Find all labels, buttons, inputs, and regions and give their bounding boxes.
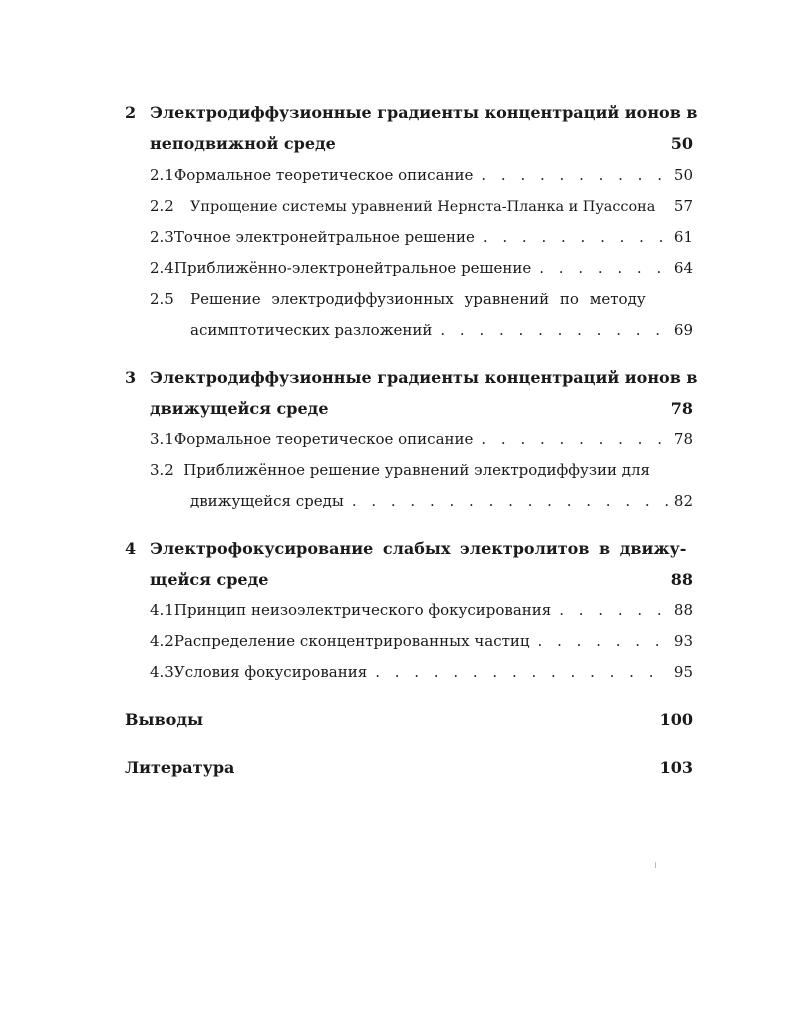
chapter-2-heading [125, 103, 698, 122]
chapter-number: 2 [125, 103, 137, 122]
section-number: 4.2 [150, 632, 174, 650]
chapter-title-cont: движущейся среде [150, 399, 329, 418]
section-title: Формальное теоретическое описание [173, 430, 474, 448]
chapter-number: 3 [125, 368, 137, 387]
toc-entry [150, 663, 693, 681]
chapter-2-heading-cont [150, 134, 693, 153]
section-page: 50 [673, 166, 693, 184]
section-number: 2.5 [150, 290, 174, 308]
section-page: 78 [673, 430, 693, 448]
chapter-4-heading [125, 539, 687, 558]
section-title: Формальное теоретическое описание [173, 166, 474, 184]
chapter-4-heading-cont [150, 570, 693, 589]
section-title: Точное электронейтральное решение [173, 228, 475, 246]
section-page: 57 [673, 197, 693, 215]
chapter-title: Электродиффузионные градиенты концентраций ионов в [150, 103, 698, 122]
chapter-title-cont: неподвижной среде [150, 134, 336, 153]
dot-leader [538, 632, 668, 650]
section-page: 61 [673, 228, 693, 246]
conclusions-page: 100 [659, 710, 693, 729]
dot-leader [559, 601, 668, 619]
section-number: 4.3 [150, 663, 174, 681]
toc-entry [150, 430, 693, 448]
section-title-cont: движущейся среды [190, 492, 344, 510]
chapter-number: 4 [125, 539, 137, 558]
section-number: 3.1 [150, 430, 174, 448]
toc-entry [150, 632, 693, 650]
section-title: Приближённо-электронейтральное решение [173, 259, 532, 277]
scan-speck [655, 862, 656, 868]
conclusions-title: Выводы [125, 710, 204, 729]
references-title: Литература [125, 758, 235, 777]
references-page: 103 [659, 758, 693, 777]
dot-leader [375, 663, 668, 681]
chapter-page: 50 [670, 134, 693, 153]
section-title: Условия фокусирования [173, 663, 368, 681]
section-title: Упрощение системы уравнений Нернста-Планка и Пуассона [190, 199, 656, 215]
section-page: 95 [673, 663, 693, 681]
section-title: Распределение сконцентрированных частиц [173, 632, 530, 650]
section-number: 2.4 [150, 259, 174, 277]
chapter-title: Электродиффузионные градиенты концентраций ионов в [150, 368, 698, 387]
section-page: 93 [673, 632, 693, 650]
dot-leader [539, 259, 668, 277]
toc-entry [150, 290, 650, 308]
section-title-cont: асимптотических разложений [190, 321, 433, 339]
toc-entry [150, 461, 650, 479]
section-page: 69 [673, 321, 693, 339]
chapter-title-cont: щейся среде [150, 570, 269, 589]
toc-entry [150, 228, 693, 246]
section-title: Приближённое решение уравнений электродиффузии для [183, 461, 650, 479]
section-page: 88 [673, 601, 693, 619]
chapter-3-heading [125, 368, 698, 387]
toc-references [125, 758, 693, 777]
dot-leader [481, 430, 668, 448]
toc-conclusions [125, 710, 693, 729]
toc-entry [150, 259, 693, 277]
toc-entry-cont [190, 492, 693, 510]
dot-leader [481, 166, 668, 184]
chapter-title: Электрофокусирование слабых электролитов в движу- [150, 539, 687, 558]
section-page: 82 [673, 492, 693, 510]
section-number: 2.1 [150, 166, 174, 184]
section-number: 4.1 [150, 601, 174, 619]
section-title: Принцип неизоэлектрического фокусирования [173, 601, 552, 619]
toc-entry [150, 601, 693, 619]
dot-leader [440, 321, 668, 339]
toc-entry-cont [190, 321, 693, 339]
section-number: 2.3 [150, 228, 174, 246]
chapter-page: 88 [670, 570, 693, 589]
dot-leader [483, 228, 668, 246]
toc-entry [150, 166, 693, 184]
section-page: 64 [673, 259, 693, 277]
chapter-page: 78 [670, 399, 693, 418]
toc-entry [150, 197, 693, 215]
section-title: Решение электродиффузионных уравнений по методу [190, 290, 646, 308]
dot-leader [352, 492, 668, 510]
section-number: 3.2 [150, 461, 174, 479]
chapter-3-heading-cont [150, 399, 693, 418]
section-number: 2.2 [150, 197, 174, 215]
